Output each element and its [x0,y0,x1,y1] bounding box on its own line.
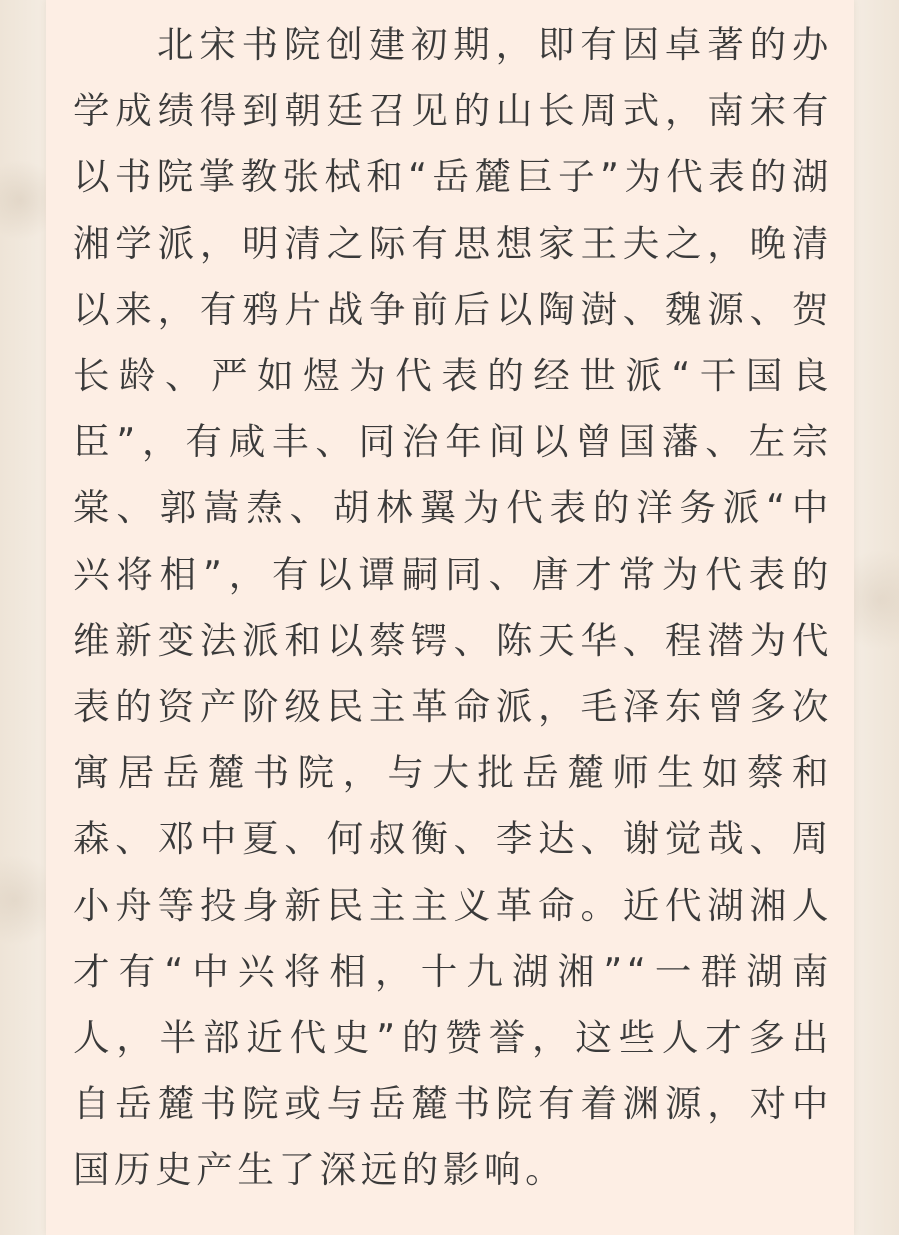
article-paragraph: 北宋书院创建初期，即有因卓著的办学成绩得到朝廷召见的山长周式，南宋有以书院掌教张栻和“岳麓巨子”为代表的湖湘学派，明清之际有思想家王夫之，晚清以来，有鸦片战争前后以陶澍、魏源、贺长龄、严如煜为代表的经世派“干国良臣”，有咸丰、同治年间以曾国藩、左宗棠、郭嵩焘、胡林翼为代表的洋务派“中兴将相”，有以谭嗣同、唐才常为代表的维新变法派和以蔡锷、陈天华、程潜为代表的资产阶级民主革命派，毛泽东曾多次寓居岳麓书院，与大批岳麓师生如蔡和森、邓中夏、何叔衡、李达、谢觉哉、周小舟等投身新民主主义革命。近代湖湘人才有“中兴将相，十九湖湘”“一群湖南人，半部近代史”的赞誉，这些人才多出自岳麓书院或与岳麓书院有着渊源，对中国历史产生了深远的影响。 [73,23,833,1192]
